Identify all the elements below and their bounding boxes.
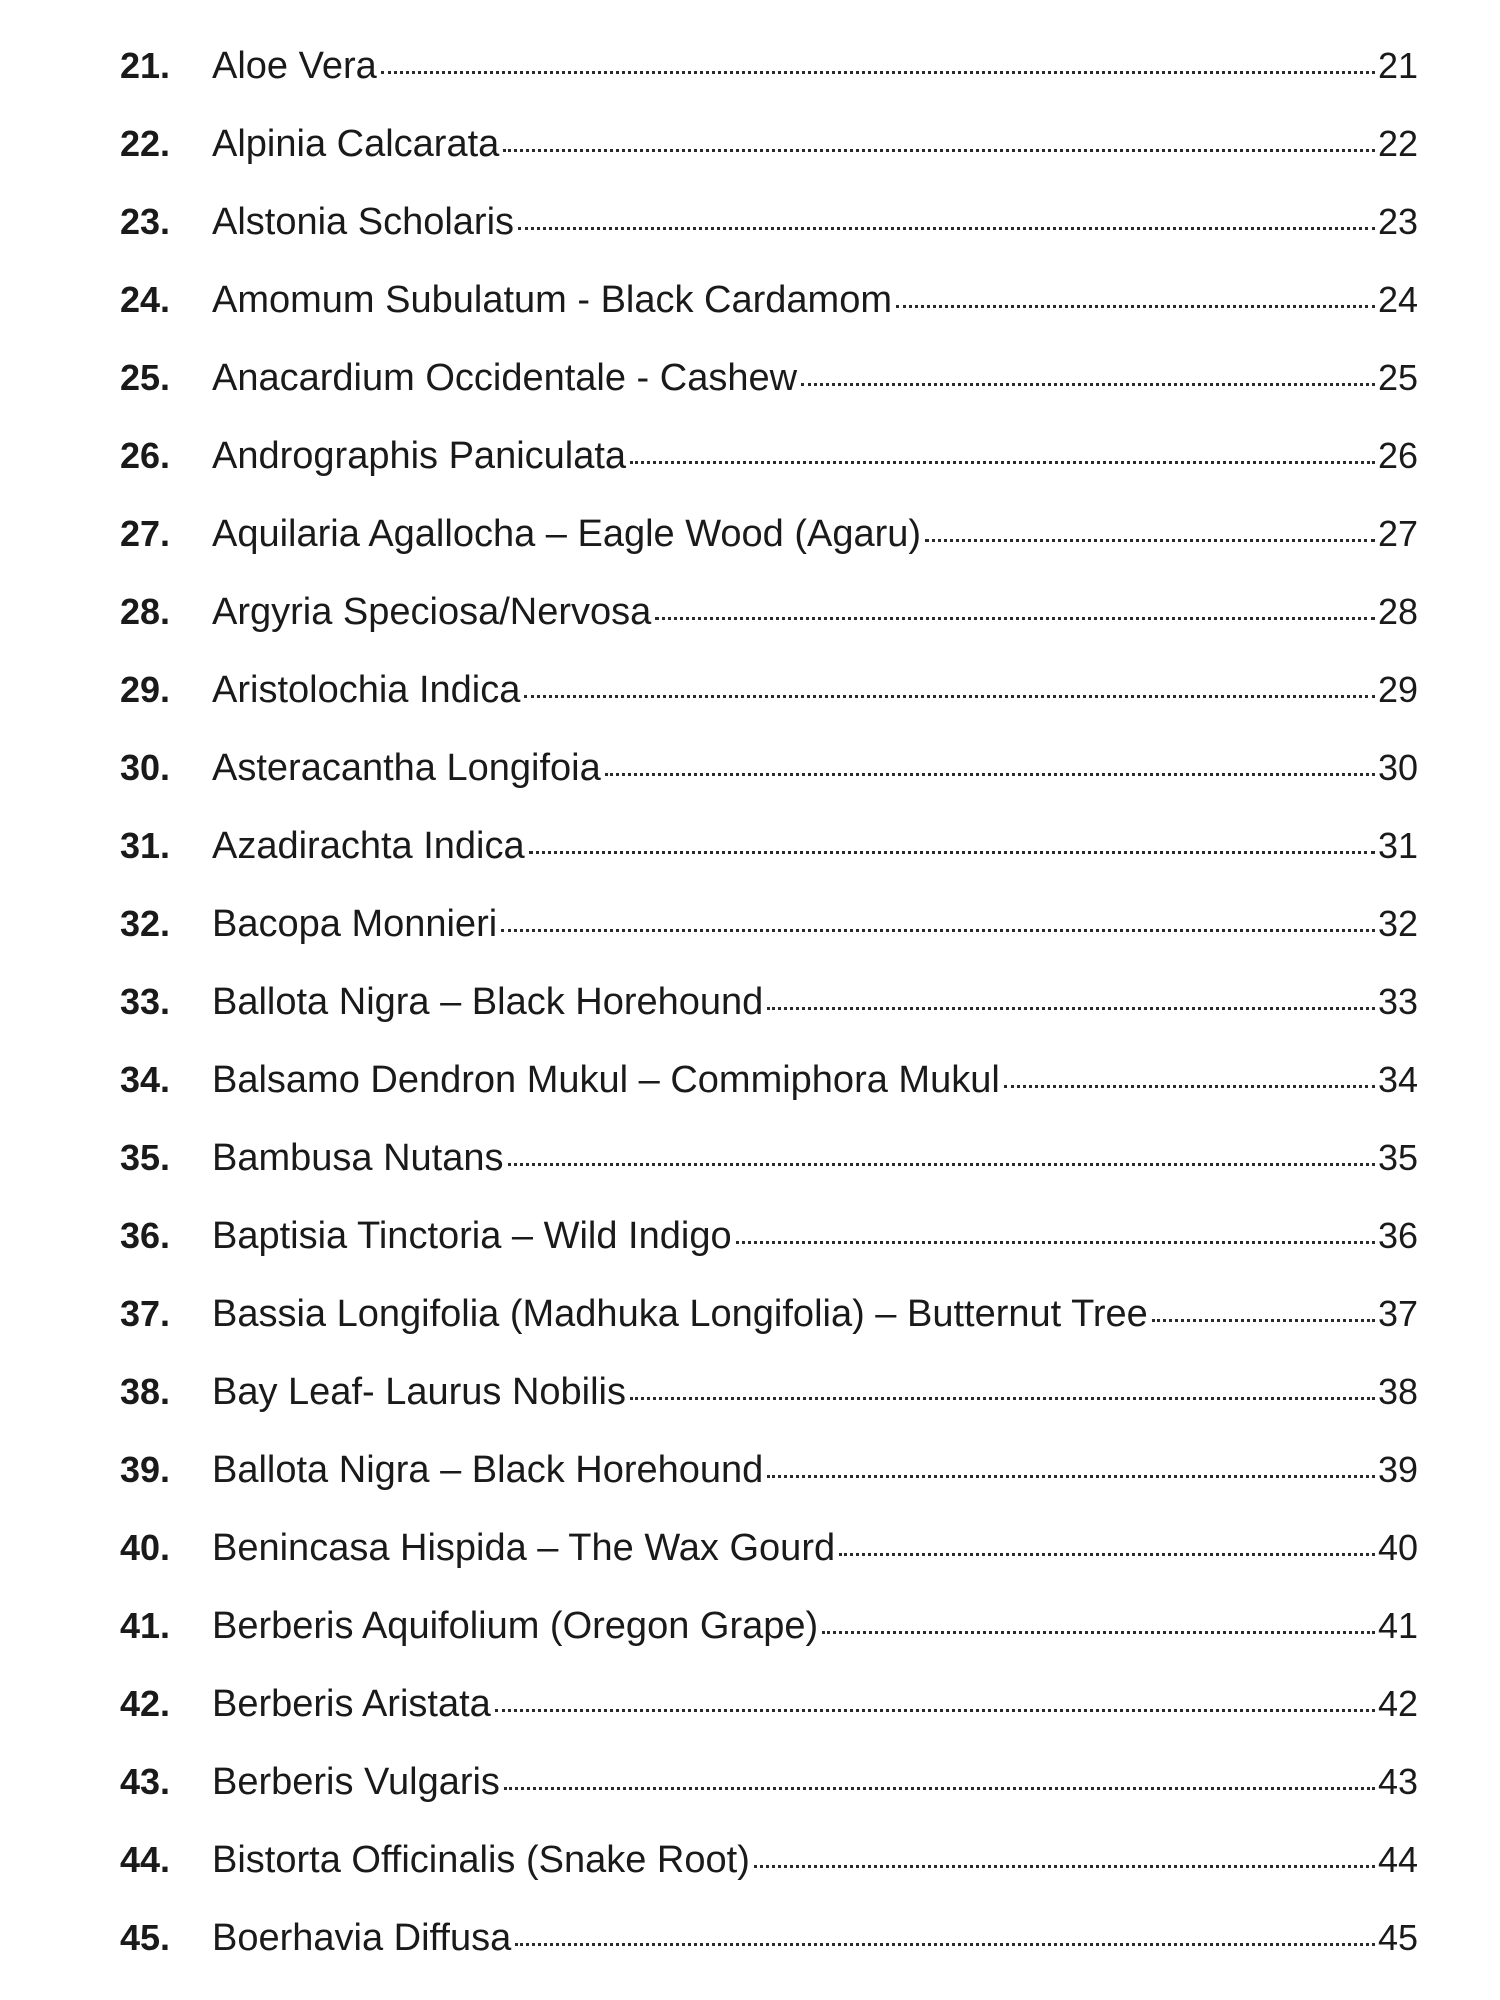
dot-leader [605,773,1375,776]
dot-leader [381,71,1375,74]
toc-entry [0,270,1500,330]
entry-number: 34. [120,1059,171,1100]
toc-entry [0,816,1500,876]
entry-page: 25 [1377,357,1418,398]
entry-page: 42 [1377,1683,1418,1724]
entry-number: 31. [120,825,171,866]
entry-page: 24 [1377,279,1418,320]
entry-page: 32 [1377,903,1418,944]
entry-title: Bistorta Officinalis (Snake Root) [212,1839,750,1881]
entry-line [212,1836,1418,1884]
toc-entry [0,738,1500,798]
dot-leader [767,1475,1375,1478]
entry-page: 44 [1377,1839,1418,1880]
toc-entry [0,1206,1500,1266]
toc-entry [0,348,1500,408]
entry-number: 24. [120,279,171,320]
entry-title: Balsamo Dendron Mukul – Commiphora Mukul [212,1059,1000,1101]
entry-number: 27. [120,513,171,554]
toc-entry [0,972,1500,1032]
toc-entry [0,192,1500,252]
dot-leader [630,461,1375,464]
entry-number: 39. [120,1449,171,1490]
dot-leader [515,1943,1375,1946]
dot-leader [839,1553,1375,1556]
dot-leader [822,1631,1375,1634]
entry-page: 35 [1377,1137,1418,1178]
entry-line [212,744,1418,792]
entry-number: 45. [120,1917,171,1958]
entry-number: 32. [120,903,171,944]
toc-entry [0,1752,1500,1812]
entry-line [212,432,1418,480]
dot-leader [1004,1085,1375,1088]
entry-title: Aloe Vera [212,45,377,87]
entry-page: 36 [1377,1215,1418,1256]
entry-title: Amomum Subulatum - Black Cardamom [212,279,892,321]
entry-line [212,42,1418,90]
toc-entry [0,582,1500,642]
entry-line [212,1758,1418,1806]
dot-leader [655,617,1375,620]
toc-entry [0,114,1500,174]
entry-page: 34 [1377,1059,1418,1100]
entry-number: 23. [120,201,171,242]
toc-entry [0,1284,1500,1344]
entry-title: Asteracantha Longifoia [212,747,601,789]
entry-number: 25. [120,357,171,398]
entry-title: Bay Leaf- Laurus Nobilis [212,1371,626,1413]
entry-line [212,822,1418,870]
entry-number: 36. [120,1215,171,1256]
entry-line [212,1446,1418,1494]
entry-page: 23 [1377,201,1418,242]
entry-number: 44. [120,1839,171,1880]
entry-page: 41 [1377,1605,1418,1646]
entry-number: 38. [120,1371,171,1412]
dot-leader [925,539,1375,542]
dot-leader [754,1865,1375,1868]
toc-entry [0,504,1500,564]
entry-page: 39 [1377,1449,1418,1490]
entry-page: 29 [1377,669,1418,710]
toc-entry [0,1674,1500,1734]
dot-leader [495,1709,1375,1712]
dot-leader [524,695,1375,698]
entry-number: 35. [120,1137,171,1178]
entry-title: Bacopa Monnieri [212,903,498,945]
entry-title: Ballota Nigra – Black Horehound [212,981,764,1023]
entry-page: 21 [1377,45,1418,86]
toc-entry [0,894,1500,954]
entry-page: 38 [1377,1371,1418,1412]
dot-leader [518,227,1375,230]
dot-leader [896,305,1375,308]
dot-leader [630,1397,1375,1400]
entry-line [212,978,1418,1026]
entry-page: 27 [1377,513,1418,554]
entry-page: 31 [1377,825,1418,866]
toc-entry [0,1908,1500,1968]
entry-title: Bassia Longifolia (Madhuka Longifolia) – Butternut Tree [212,1293,1148,1335]
entry-title: Anacardium Occidentale - Cashew [212,357,798,399]
entry-number: 40. [120,1527,171,1568]
dot-leader [508,1163,1375,1166]
entry-number: 41. [120,1605,171,1646]
dot-leader [736,1241,1375,1244]
entry-number: 37. [120,1293,171,1334]
entry-line [212,354,1418,402]
entry-line [212,1524,1418,1572]
entry-line [212,120,1418,168]
entry-title: Aquilaria Agallocha – Eagle Wood (Agaru) [212,513,922,555]
entry-number: 26. [120,435,171,476]
entry-title: Berberis Vulgaris [212,1761,500,1803]
toc-entry [0,1518,1500,1578]
entry-line [212,900,1418,948]
entry-line [212,588,1418,636]
dot-leader [501,929,1375,932]
entry-line [212,1212,1418,1260]
dot-leader [801,383,1375,386]
entry-line [212,198,1418,246]
entry-page: 26 [1377,435,1418,476]
entry-title: Alpinia Calcarata [212,123,500,165]
entry-number: 21. [120,45,171,86]
entry-number: 28. [120,591,171,632]
toc-entry [0,426,1500,486]
entry-title: Alstonia Scholaris [212,201,515,243]
toc-entry [0,1362,1500,1422]
entry-title: Aristolochia Indica [212,669,521,711]
entry-page: 30 [1377,747,1418,788]
entry-line [212,1680,1418,1728]
entry-title: Berberis Aristata [212,1683,491,1725]
entry-line [212,1290,1418,1338]
dot-leader [767,1007,1375,1010]
entry-title: Benincasa Hispida – The Wax Gourd [212,1527,836,1569]
dot-leader [503,149,1375,152]
entry-line [212,666,1418,714]
entry-number: 30. [120,747,171,788]
entry-page: 28 [1377,591,1418,632]
toc-entry [0,1596,1500,1656]
dot-leader [504,1787,1375,1790]
toc-entry [0,36,1500,96]
entry-page: 33 [1377,981,1418,1022]
entry-page: 22 [1377,123,1418,164]
dot-leader [529,851,1375,854]
entry-number: 22. [120,123,171,164]
entry-line [212,276,1418,324]
dot-leader [1152,1319,1375,1322]
toc-entry [0,1128,1500,1188]
entry-number: 29. [120,669,171,710]
entry-page: 45 [1377,1917,1418,1958]
entry-line [212,1134,1418,1182]
entry-number: 43. [120,1761,171,1802]
entry-title: Bambusa Nutans [212,1137,504,1179]
entry-page: 40 [1377,1527,1418,1568]
entry-title: Baptisia Tinctoria – Wild Indigo [212,1215,732,1257]
toc-entry [0,660,1500,720]
toc-entry [0,1830,1500,1890]
entry-number: 42. [120,1683,171,1724]
entry-title: Berberis Aquifolium (Oregon Grape) [212,1605,819,1647]
entry-title: Azadirachta Indica [212,825,525,867]
toc-entry [0,1050,1500,1110]
entry-page: 43 [1377,1761,1418,1802]
toc-entry [0,1440,1500,1500]
entry-line [212,1914,1418,1962]
entry-number: 33. [120,981,171,1022]
entry-page: 37 [1377,1293,1418,1334]
entry-title: Argyria Speciosa/Nervosa [212,591,652,633]
entry-title: Ballota Nigra – Black Horehound [212,1449,764,1491]
entry-title: Andrographis Paniculata [212,435,627,477]
entry-line [212,1368,1418,1416]
entry-title: Boerhavia Diffusa [212,1917,512,1959]
entry-line [212,1056,1418,1104]
entry-line [212,510,1418,558]
entry-line [212,1602,1418,1650]
